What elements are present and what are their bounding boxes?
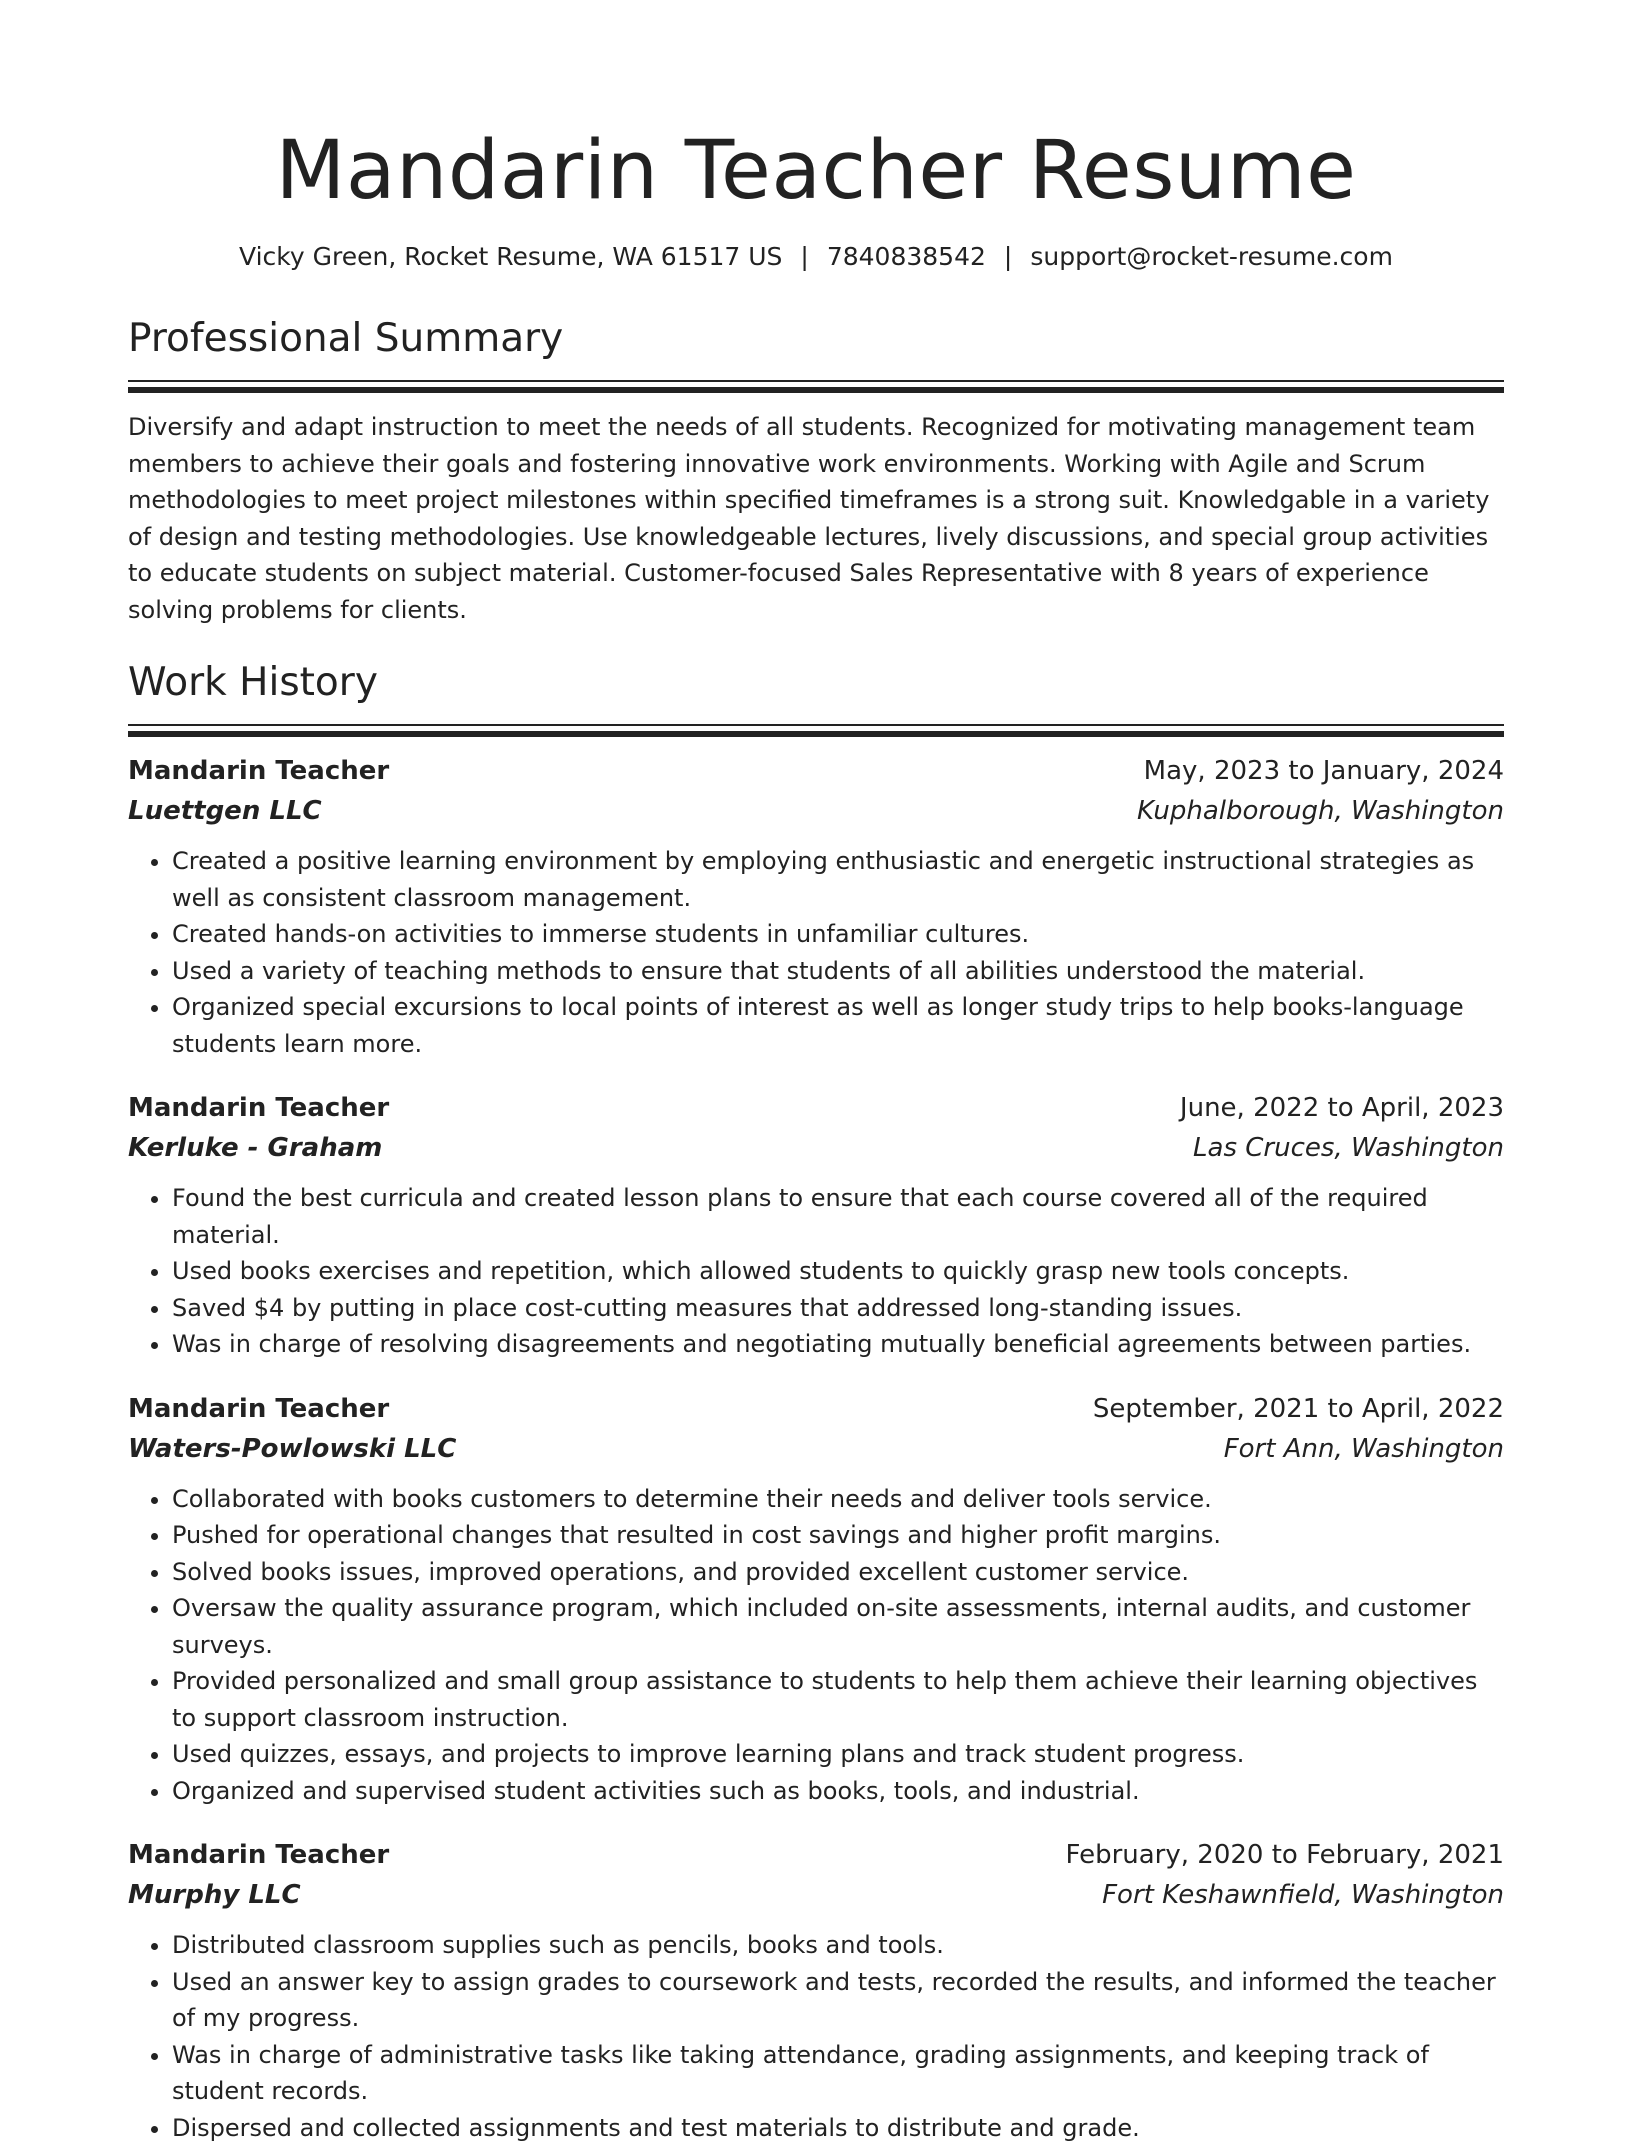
job-location: Fort Keshawnfield, Washington [1102, 1875, 1504, 1915]
job-bullet: • Was in charge of resolving disagreements and negotiating mutually beneficial agreements between parties. [172, 1326, 1504, 1363]
job-company: Waters-Powlowski LLC [128, 1429, 456, 1469]
job-entry [128, 1835, 1504, 2146]
job-dates: June, 2022 to April, 2023 [1180, 1088, 1504, 1128]
job-header-row [128, 1835, 1504, 1875]
job-bullet: • Used a variety of teaching methods to ensure that students of all abilities understood the material. [172, 953, 1504, 990]
job-bullet: • Dispersed and collected assignments and test materials to distribute and grade. [172, 2110, 1504, 2146]
job-bullet: • Used books exercises and repetition, which allowed students to quickly grasp new tools concepts. [172, 1253, 1504, 1290]
section-heading-work: Work History [128, 658, 1504, 708]
job-location: Fort Ann, Washington [1224, 1429, 1504, 1469]
job-subheader-row [128, 791, 1504, 831]
job-bullet: • Pushed for operational changes that resulted in cost savings and higher profit margins. [172, 1517, 1504, 1554]
section-rule-thick [128, 731, 1504, 737]
job-bullet: • Used quizzes, essays, and projects to improve learning plans and track student progress. [172, 1736, 1504, 1773]
job-subheader-row [128, 1875, 1504, 1915]
job-bullet: • Was in charge of administrative tasks like taking attendance, grading assignments, and keeping track of student records. [172, 2037, 1504, 2110]
job-bullet: • Created a positive learning environment by employing enthusiastic and energetic instructional strategies as well as consistent classroom management. [172, 843, 1504, 916]
work-section [128, 658, 1504, 2146]
job-bullets [128, 1180, 1504, 1363]
job-header-row [128, 1088, 1504, 1128]
job-header-row [128, 751, 1504, 791]
job-dates: September, 2021 to April, 2022 [1093, 1389, 1504, 1429]
job-bullet: • Collaborated with books customers to determine their needs and deliver tools service. [172, 1481, 1504, 1518]
resume-title: Mandarin Teacher Resume [128, 0, 1504, 220]
job-bullet: • Used an answer key to assign grades to coursework and tests, recorded the results, and informed the teacher of my progress. [172, 1964, 1504, 2037]
job-location: Kuphalborough, Washington [1137, 791, 1504, 831]
job-bullet: • Solved books issues, improved operations, and provided excellent customer service. [172, 1554, 1504, 1591]
job-bullet: • Found the best curricula and created lesson plans to ensure that each course covered all of the required material. [172, 1180, 1504, 1253]
job-bullet: • Provided personalized and small group assistance to students to help them achieve their learning objectives to support classroom instruction. [172, 1663, 1504, 1736]
job-bullet: • Saved $4 by putting in place cost-cutting measures that addressed long-standing issues. [172, 1290, 1504, 1327]
job-bullets [128, 843, 1504, 1062]
job-bullet: • Organized and supervised student activities such as books, tools, and industrial. [172, 1773, 1504, 1810]
job-header-row [128, 1389, 1504, 1429]
summary-text: Diversify and adapt instruction to meet the needs of all students. Recognized for motivating management team members to achieve their goals and fostering innovative work environments. Working with Agile and Scrum methodologies to meet project milestones within specified timeframes is a strong suit. Knowledgable in a variety of design and testing methodologies. Use knowledgeable lectures, lively discussions, and special group activities to educate students on subject material. Customer-focused Sales Representative with 8 years of experience solving problems for clients. [128, 409, 1504, 628]
job-title: Mandarin Teacher [128, 1835, 389, 1875]
job-bullet: • Organized special excursions to local points of interest as well as longer study trips to help books-language students learn more. [172, 989, 1504, 1062]
job-title: Mandarin Teacher [128, 751, 389, 791]
job-title: Mandarin Teacher [128, 1088, 389, 1128]
job-subheader-row [128, 1128, 1504, 1168]
job-dates: May, 2023 to January, 2024 [1144, 751, 1504, 791]
summary-section [128, 314, 1504, 628]
job-subheader-row [128, 1429, 1504, 1469]
section-heading-summary: Professional Summary [128, 314, 1504, 364]
job-company: Kerluke - Graham [128, 1128, 382, 1168]
contact-line [128, 240, 1504, 274]
contact-separator: | [800, 240, 808, 274]
job-bullet: • Created hands-on activities to immerse students in unfamiliar cultures. [172, 916, 1504, 953]
job-bullets [128, 1927, 1504, 2146]
resume-page [128, 0, 1504, 2146]
section-rule-thin [128, 724, 1504, 726]
job-entry [128, 1088, 1504, 1363]
job-company: Luettgen LLC [128, 791, 322, 831]
job-bullet: • Distributed classroom supplies such as pencils, books and tools. [172, 1927, 1504, 1964]
job-location: Las Cruces, Washington [1193, 1128, 1504, 1168]
contact-phone: 7840838542 [827, 242, 986, 271]
job-company: Murphy LLC [128, 1875, 301, 1915]
job-bullets [128, 1481, 1504, 1810]
section-rule-thin [128, 380, 1504, 382]
contact-email: support@rocket-resume.com [1030, 242, 1393, 271]
job-title: Mandarin Teacher [128, 1389, 389, 1429]
job-entry [128, 751, 1504, 1062]
job-dates: February, 2020 to February, 2021 [1066, 1835, 1504, 1875]
contact-address: Vicky Green, Rocket Resume, WA 61517 US [239, 242, 782, 271]
contact-separator: | [1004, 240, 1012, 274]
job-bullet: • Oversaw the quality assurance program, which included on-site assessments, internal audits, and customer surveys. [172, 1590, 1504, 1663]
job-entry [128, 1389, 1504, 1810]
section-rule-thick [128, 387, 1504, 393]
